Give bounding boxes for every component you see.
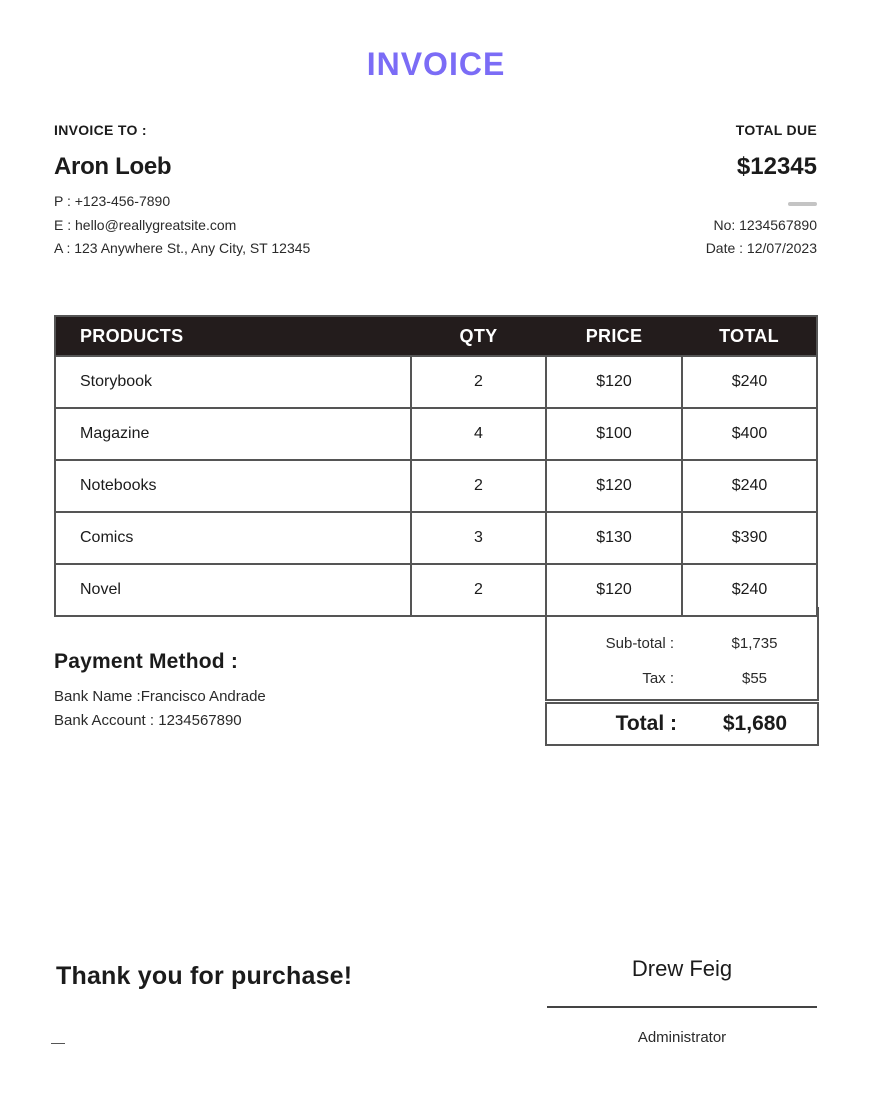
product-total: $240 [682, 356, 817, 408]
product-name: Storybook [55, 356, 411, 408]
invoice-title: INVOICE [366, 46, 506, 82]
product-total: $240 [682, 564, 817, 616]
product-total: $390 [682, 512, 817, 564]
column-header-price: PRICE [546, 316, 682, 356]
grand-total-value: $1,680 [722, 712, 788, 735]
column-header-products: PRODUCTS [55, 316, 411, 356]
tax-label: Tax : [642, 670, 674, 687]
product-name: Novel [55, 564, 411, 616]
product-price: $130 [546, 512, 682, 564]
product-name: Magazine [55, 408, 411, 460]
bank-name: Bank Name :Francisco Andrade [54, 688, 266, 705]
column-header-qty: QTY [411, 316, 546, 356]
signature-line [547, 1006, 817, 1008]
tax-value: $55 [741, 670, 768, 687]
product-price: $120 [546, 564, 682, 616]
client-phone: P : +123-456-7890 [54, 193, 171, 209]
client-address: A : 123 Anywhere St., Any City, ST 12345 [54, 240, 311, 256]
invoice-number: No: 1234567890 [713, 217, 817, 233]
product-price: $100 [546, 408, 682, 460]
product-name: Notebooks [55, 460, 411, 512]
signer-role: Administrator [637, 1029, 727, 1046]
product-total: $240 [682, 460, 817, 512]
product-price: $120 [546, 356, 682, 408]
table-row [55, 512, 817, 564]
payment-method-title: Payment Method : [54, 650, 239, 673]
bank-account: Bank Account : 1234567890 [54, 712, 242, 729]
table-row [55, 460, 817, 512]
invoice-to-label: INVOICE TO : [54, 122, 147, 138]
total-due-amount: $12345 [736, 153, 817, 180]
divider-dash [788, 202, 817, 206]
product-price: $120 [546, 460, 682, 512]
product-qty: 4 [411, 408, 546, 460]
table-row [55, 408, 817, 460]
product-name: Comics [55, 512, 411, 564]
footer-mark [51, 1043, 65, 1044]
grand-total-box [545, 702, 819, 746]
items-table [54, 315, 818, 617]
subtotal-label: Sub-total : [605, 635, 674, 652]
column-header-total: TOTAL [682, 316, 817, 356]
product-qty: 2 [411, 356, 546, 408]
product-qty: 2 [411, 460, 546, 512]
product-total: $400 [682, 408, 817, 460]
table-header-row [55, 316, 817, 356]
table-row [55, 356, 817, 408]
total-due-label: TOTAL DUE [735, 122, 817, 138]
client-name: Aron Loeb [54, 153, 172, 180]
product-qty: 2 [411, 564, 546, 616]
signer-name: Drew Feig [631, 956, 733, 981]
summary-box [545, 607, 819, 701]
grand-total-label: Total : [615, 712, 677, 735]
subtotal-value: $1,735 [731, 635, 778, 652]
thank-you-message: Thank you for purchase! [56, 962, 353, 990]
product-qty: 3 [411, 512, 546, 564]
client-email: E : hello@reallygreatsite.com [54, 217, 237, 233]
invoice-date: Date : 12/07/2023 [705, 240, 817, 256]
